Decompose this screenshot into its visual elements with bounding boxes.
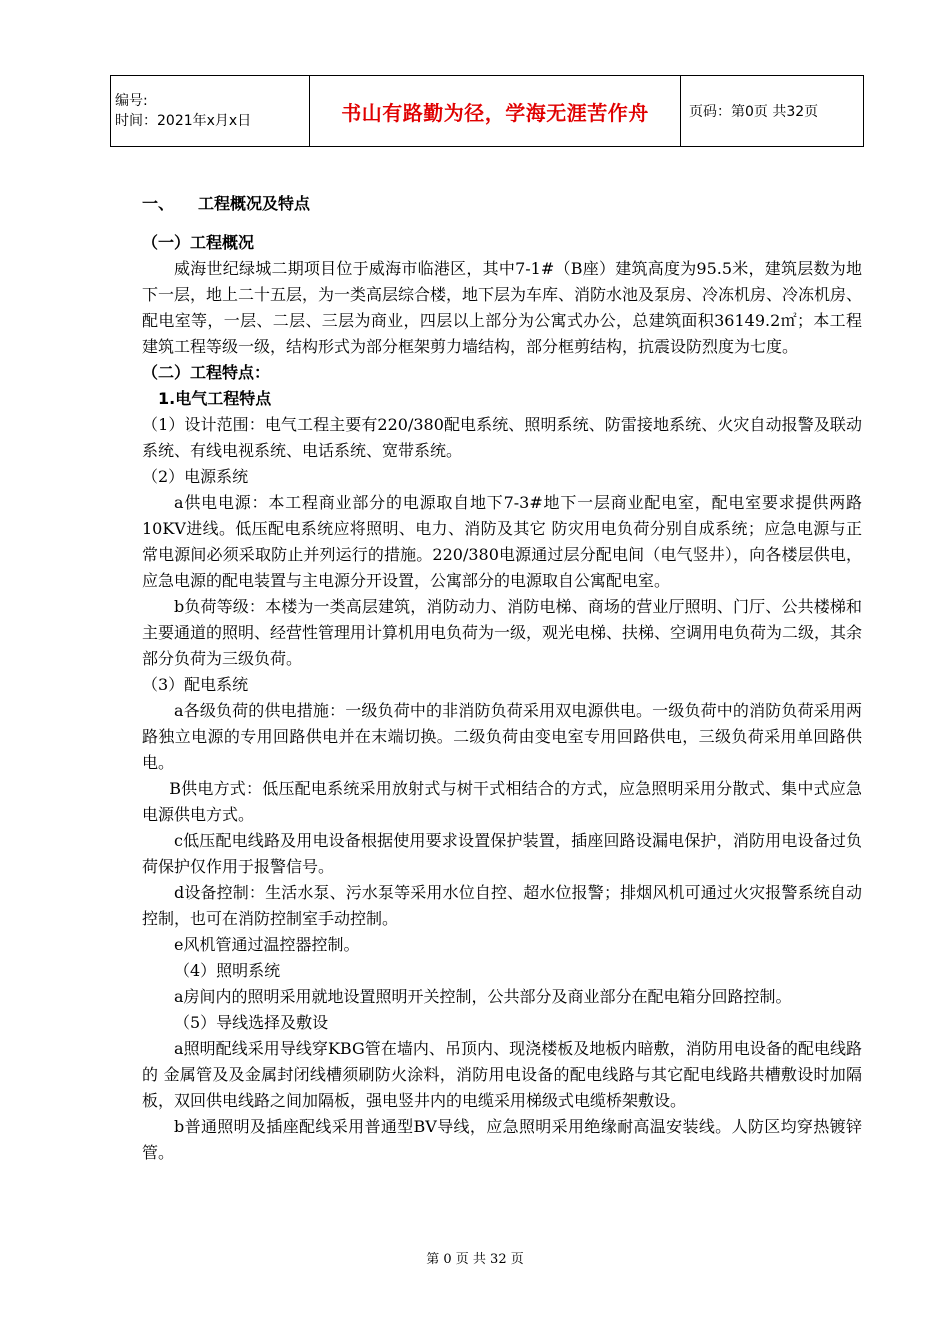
item-heading-electrical: 1.电气工程特点 <box>158 389 272 408</box>
distribution-e-paragraph: e风机管通过温控器控制。 <box>174 935 360 954</box>
distribution-a-paragraph: a各级负荷的供电措施：一级负荷中的非消防负荷采用双电源供电。一级负荷中的消防负荷采用两路独立电源的专用回路供电并在末端切换。二级负荷由变电室专用回路供电，三级负荷采用单回路供电。 <box>142 701 862 772</box>
header-page-info: 页码：第0页 共32页 <box>681 76 864 147</box>
section-title: 工程概况及特点 <box>198 194 311 213</box>
header-motto: 书山有路勤为径，学海无涯苦作舟 <box>310 76 681 147</box>
document-header <box>110 75 864 147</box>
wiring-heading: （5）导线选择及敷设 <box>174 1013 329 1032</box>
load-level-paragraph: b负荷等级：本楼为一类高层建筑，消防动力、消防电梯、商场的营业厅照明、门厅、公共楼梯和主要通道的照明、经营性管理用计算机用电负荷为一级，观光电梯、扶梯、空调用电负荷为二级，其余部分负荷为三级负荷。 <box>142 597 863 668</box>
distribution-c-paragraph: c低压配电线路及用电设备根据使用要求设置保护装置，插座回路设漏电保护，消防用电设备过负荷保护仅作用于报警信号。 <box>142 831 862 876</box>
document-date-label: 时间：2021年x月x日 <box>115 113 252 129</box>
page-footer: 第 0 页 共 32 页 <box>426 1252 524 1267</box>
lighting-system-heading: （4）照明系统 <box>174 961 281 980</box>
power-supply-paragraph: a供电电源：本工程商业部分的电源取自地下7-3#地下一层商业配电室，配电室要求提供两路10KV进线。低压配电系统应将照明、电力、消防及其它 防灾用电负荷分别自成系统；应急电源与正常电源间必须采取防止并列运行的措施。220/380电源通过层分配电间（电气竖井），向各楼层供电，应急电源的配电装置与主电源分开设置，公寓部分的电源取自公寓配电室。 <box>142 493 862 590</box>
lighting-a-paragraph: a房间内的照明采用就地设置照明开关控制，公共部分及商业部分在配电箱分回路控制。 <box>174 987 792 1006</box>
document-body <box>142 190 862 1166</box>
subsection-heading-features: （二）工程特点： <box>142 363 271 382</box>
document-number-label: 编号: <box>115 93 148 109</box>
header-meta-cell <box>111 76 310 147</box>
distribution-system-heading: （3）配电系统 <box>142 675 249 694</box>
section-number: 一、 <box>142 194 175 213</box>
distribution-d-paragraph: d设备控制：生活水泵、污水泵等采用水位自控、超水位报警；排烟风机可通过火灾报警系统自动控制，也可在消防控制室手动控制。 <box>142 883 862 928</box>
wiring-a-paragraph: a照明配线采用导线穿KBG管在墙内、吊顶内、现浇楼板及地板内暗敷，消防用电设备的配电线路的 金属管及及金属封闭线槽须刷防火涂料，消防用电设备的配电线路与其它配电线路共槽敷设时加隔板，双回供电线路之间加隔板，强电竖井内的电缆采用梯级式电缆桥架敷设。 <box>142 1039 862 1110</box>
distribution-b-paragraph: B供电方式：低压配电系统采用放射式与树干式相结合的方式，应急照明采用分散式、集中式应急电源供电方式。 <box>142 779 862 824</box>
section-heading <box>142 190 862 218</box>
subsection-heading-overview: （一）工程概况 <box>142 233 255 252</box>
wiring-b-paragraph: b普通照明及插座配线采用普通型BV导线，应急照明采用绝缘耐高温安装线。人防区均穿热镀锌管。 <box>142 1117 862 1162</box>
design-scope-paragraph: （1）设计范围：电气工程主要有220/380配电系统、照明系统、防雷接地系统、火灾自动报警及联动系统、有线电视系统、电话系统、宽带系统。 <box>142 415 862 460</box>
power-system-heading: （2）电源系统 <box>142 467 249 486</box>
overview-paragraph: 威海世纪绿城二期项目位于威海市临港区，其中7-1#（B座）建筑高度为95.5米，建筑层数为地下一层，地上二十五层，为一类高层综合楼，地下层为车库、消防水池及泵房、冷冻机房、冷冻机房、配电室等，一层、二层、三层为商业，四层以上部分为公寓式办公，总建筑面积36149.2㎡；本工程建筑工程等级一级，结构形式为部分框架剪力墙结构，部分框剪结构，抗震设防烈度为七度。 <box>142 259 863 356</box>
